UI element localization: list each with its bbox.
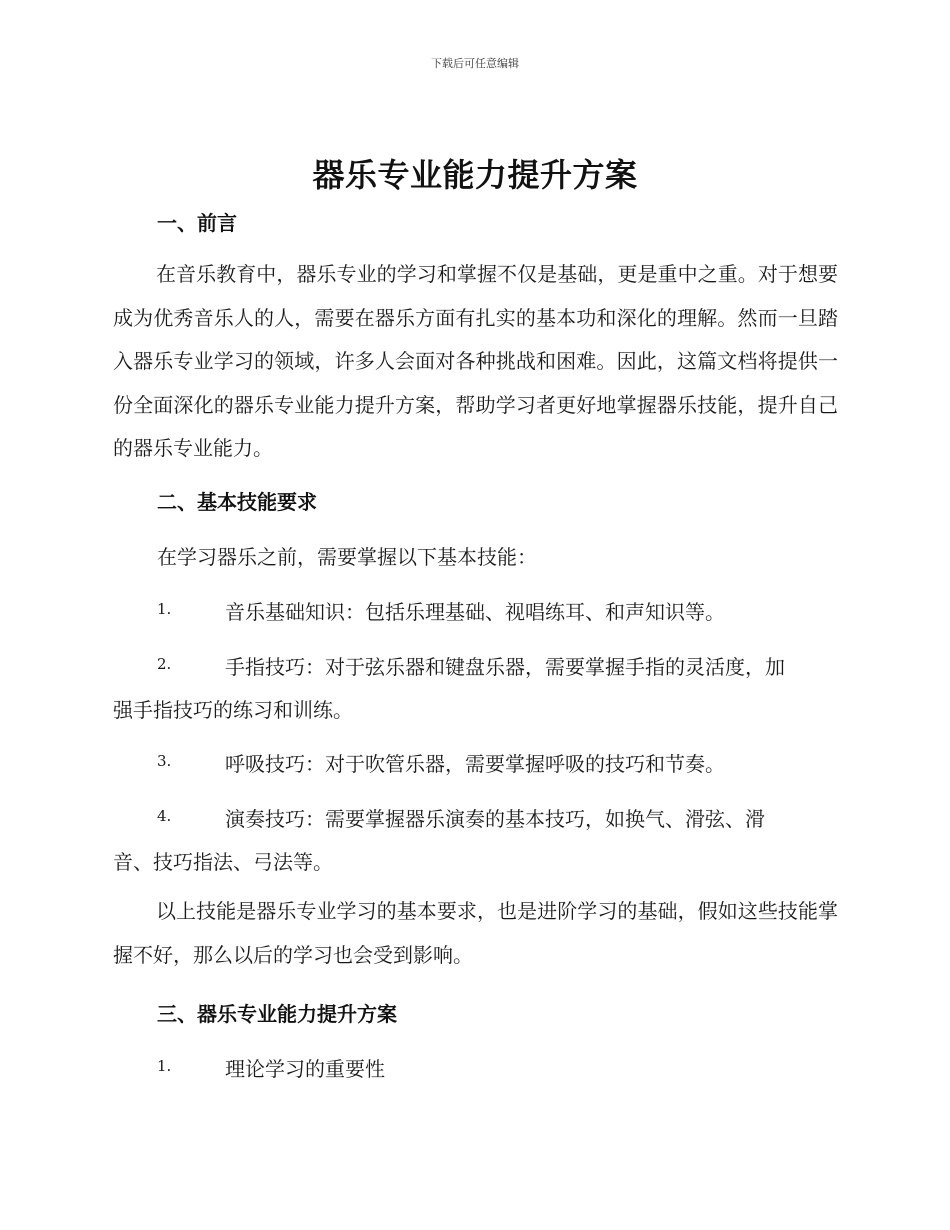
list-item-text: 手指技巧：对于弦乐器和键盘乐器，需要掌握手指的灵活度，加 — [225, 655, 785, 679]
list-item-text: 音乐基础知识：包括乐理基础、视唱练耳、和声知识等。 — [225, 600, 725, 624]
list-item-number: 3. — [157, 752, 172, 770]
list-item-number: 1. — [157, 1057, 172, 1075]
list-item-number: 2. — [157, 655, 172, 673]
preface-paragraph: 在音乐教育中，器乐专业的学习和掌握不仅是基础，更是重中之重。对于想要成为优秀音乐人的人，需要在器乐方面有扎实的基本功和深化的理解。然而一旦踏入器乐专业学习的领域，许多人会面对各种挑战和困难。因此，这篇文档将提供一份全面深化的器乐专业能力提升方案，帮助学习者更好地掌握器乐技能，提升自己的器乐专业能力。 — [113, 262, 838, 460]
list-item-text: 理论学习的重要性 — [225, 1057, 385, 1081]
section-heading-basic-skills: 二、基本技能要求 — [157, 490, 317, 514]
list-item-number: 1. — [157, 600, 172, 618]
section-heading-improvement-plan: 三、器乐专业能力提升方案 — [157, 1002, 397, 1026]
basic-skills-closing: 以上技能是器乐专业学习的基本要求，也是进阶学习的基础，假如这些技能掌握不好，那么以后的学习也会受到影响。 — [113, 899, 838, 967]
list-item-continuation: 强手指技巧的练习和训练。 — [113, 698, 353, 722]
section-heading-preface: 一、前言 — [157, 211, 237, 235]
list-item-text: 演奏技巧：需要掌握器乐演奏的基本技巧，如换气、滑弦、滑 — [225, 807, 765, 831]
basic-skills-intro: 在学习器乐之前，需要掌握以下基本技能： — [157, 545, 537, 569]
header-note: 下载后可任意编辑 — [431, 57, 519, 70]
list-item-number: 4. — [157, 807, 172, 825]
page-title: 器乐专业能力提升方案 — [312, 156, 638, 194]
list-item-continuation: 音、技巧指法、弓法等。 — [113, 850, 333, 874]
list-item-text: 呼吸技巧：对于吹管乐器，需要掌握呼吸的技巧和节奏。 — [225, 752, 725, 776]
